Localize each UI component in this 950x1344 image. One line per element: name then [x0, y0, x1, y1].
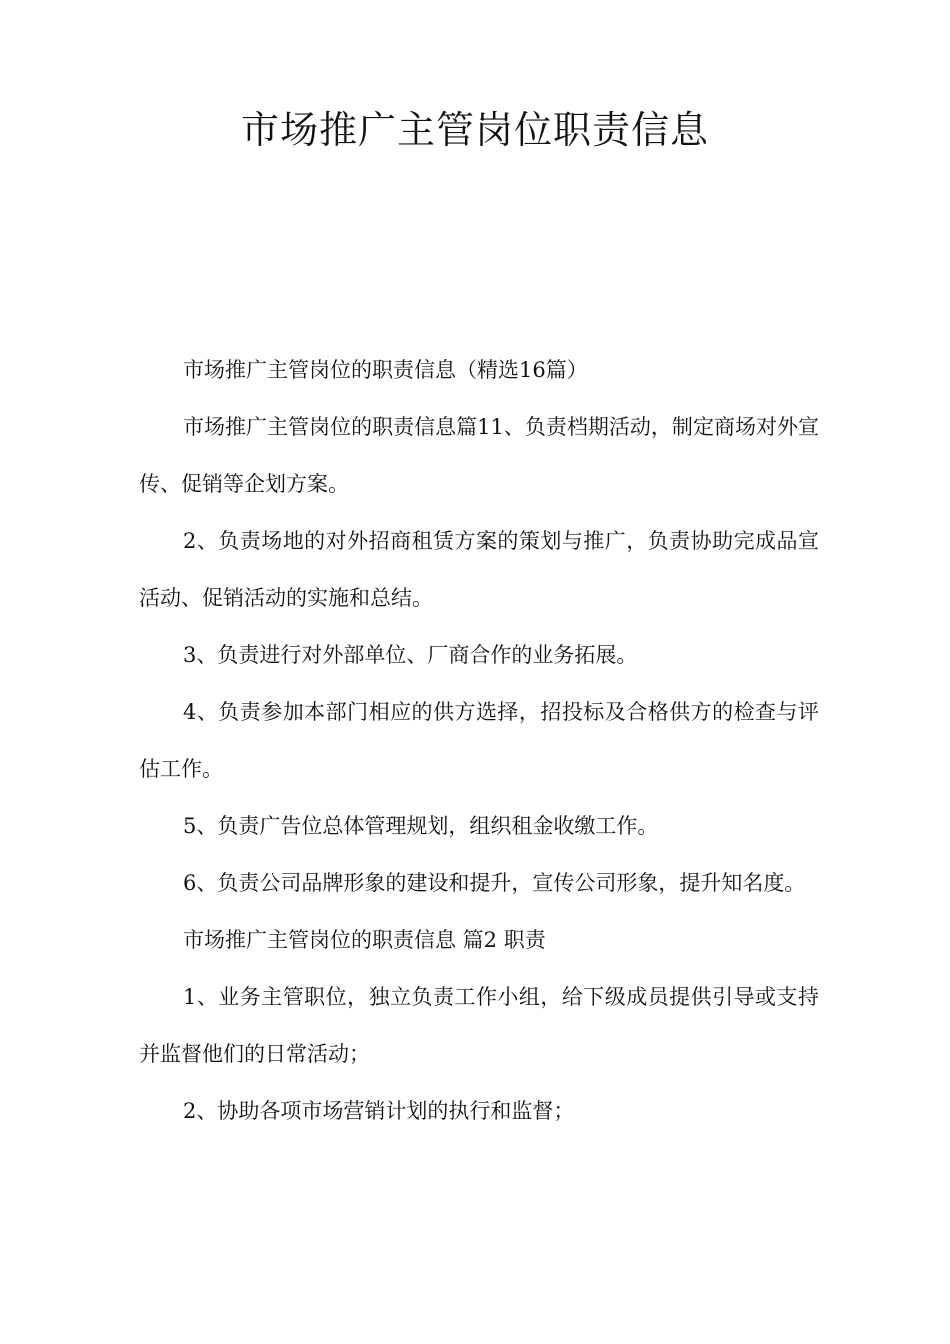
section2-heading: 市场推广主管岗位的职责信息 篇2 职责 — [183, 928, 546, 952]
paragraph-intro: 市场推广主管岗位的职责信息（精选16篇） — [183, 358, 588, 382]
document-body — [139, 342, 819, 1140]
paragraph-section1-item3: 3、负责进行对外部单位、厂商合作的业务拓展。 — [183, 643, 638, 667]
paragraph-section1-item6: 6、负责公司品牌形象的建设和提升，宣传公司形象，提升知名度。 — [183, 871, 806, 895]
paragraph-section2-item2: 2、协助各项市场营销计划的执行和监督； — [183, 1099, 575, 1123]
paragraph-section1-item2: 2、负责场地的对外招商租赁方案的策划与推广，负责协助完成品宣活动、促销活动的实施和总结。 — [139, 529, 819, 610]
paragraph-section1-item5: 5、负责广告位总体管理规划，组织租金收缴工作。 — [183, 814, 659, 838]
document-title: 市场推广主管岗位职责信息 — [240, 108, 709, 152]
paragraph-section1-item4: 4、负责参加本部门相应的供方选择，招投标及合格供方的检查与评估工作。 — [139, 700, 819, 781]
paragraph-section2-item1: 1、业务主管职位，独立负责工作小组，给下级成员提供引导或支持并监督他们的日常活动； — [139, 985, 819, 1066]
paragraph-section1-item1: 市场推广主管岗位的职责信息篇11、负责档期活动，制定商场对外宣传、促销等企划方案。 — [139, 415, 819, 496]
